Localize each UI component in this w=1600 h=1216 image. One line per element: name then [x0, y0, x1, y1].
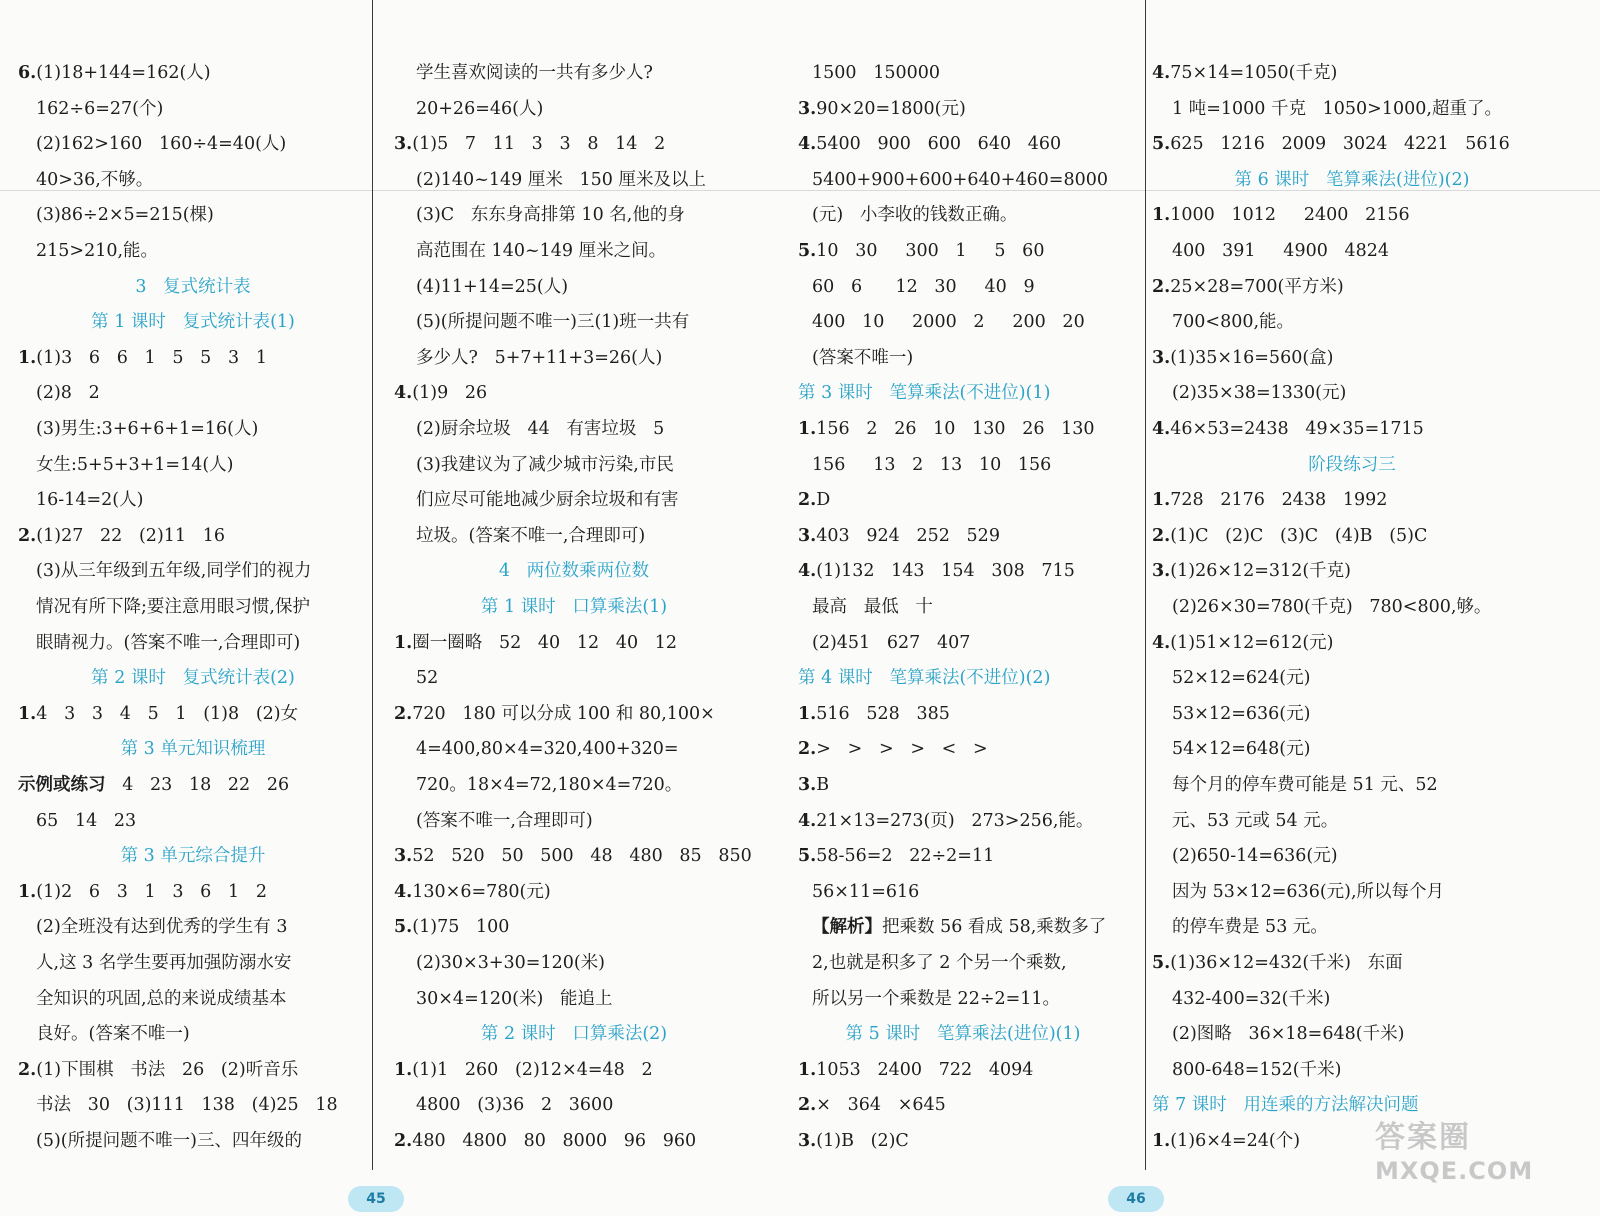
- watermark-url: MXQE.COM: [1375, 1157, 1534, 1185]
- answer-line: 2.(1)下围棋 书法 26 (2)听音乐: [18, 1059, 299, 1080]
- section-heading: 第 3 单元知识梳理: [120, 739, 266, 760]
- answer-line: 60 6 12 30 40 9: [812, 276, 1035, 297]
- section-heading: 第 1 课时 口算乘法(1): [480, 597, 668, 617]
- column-divider: [372, 0, 373, 1170]
- answer-line: 1.(1)3 6 6 1 5 5 3 1: [18, 347, 267, 368]
- column-divider: [1145, 0, 1146, 1170]
- answer-line: 52: [416, 668, 439, 689]
- section-heading: 第 1 课时 复式统计表(1): [91, 312, 295, 333]
- answer-line: 元、53 元或 54 元。: [1172, 810, 1339, 831]
- answer-column-4: [1152, 0, 1600, 1216]
- answer-line: 4.(1)9 26: [394, 383, 488, 404]
- answer-line: 4.5400 900 600 640 460: [798, 134, 1062, 155]
- answer-line: 5.625 1216 2009 3024 4221 5616: [1152, 134, 1510, 155]
- answer-line: 2.D: [798, 490, 831, 511]
- answer-line: 162÷6=27(个): [36, 98, 164, 119]
- answer-line: 400 391 4900 4824: [1172, 241, 1390, 261]
- answer-line: 的停车费是 53 元。: [1172, 917, 1328, 938]
- answer-line: 1.(1)6×4=24(个): [1152, 1131, 1301, 1151]
- answer-line: (3)86÷2×5=215(棵): [36, 205, 214, 226]
- answer-line: 每个月的停车费可能是 51 元、52: [1172, 775, 1438, 795]
- answer-line: 5.58-56=2 22÷2=11: [798, 846, 995, 867]
- answer-line: 所以另一个乘数是 22÷2=11。: [812, 988, 1061, 1009]
- answer-line: (5)(所提问题不唯一)三(1)班一共有: [416, 312, 690, 333]
- answer-line: 65 14 23: [36, 810, 137, 831]
- answer-line: 3.(1)26×12=312(千克): [1152, 561, 1351, 582]
- answer-line: 书法 30 (3)111 138 (4)25 18: [36, 1095, 338, 1116]
- answer-line: 3.B: [798, 775, 830, 795]
- answer-line: 2.(1)C (2)C (3)C (4)B (5)C: [1152, 525, 1428, 546]
- answer-line: (2)26×30=780(千克) 780<800,够。: [1172, 597, 1492, 617]
- answer-line: 432-400=32(千米): [1172, 988, 1331, 1009]
- answer-line: 156 13 2 13 10 156: [812, 454, 1052, 475]
- answer-line: 5.(1)75 100: [394, 917, 510, 938]
- answer-line: 4.46×53=2438 49×35=1715: [1152, 419, 1424, 439]
- answer-line: (5)(所提问题不唯一)三、四年级的: [36, 1131, 302, 1151]
- answer-line: 2.480 4800 80 8000 96 960: [394, 1131, 697, 1151]
- answer-line: 2.25×28=700(平方米): [1152, 276, 1344, 297]
- answer-line: 全知识的巩固,总的来说成绩基本: [36, 988, 287, 1009]
- answer-line: 2,也就是积多了 2 个另一个乘数,: [812, 953, 1067, 973]
- section-heading: 3 复式统计表: [135, 276, 251, 297]
- section-heading: 阶段练习三: [1308, 454, 1396, 475]
- answer-line: (4)11+14=25(人): [416, 276, 569, 297]
- answer-line: 54×12=648(元): [1172, 739, 1311, 760]
- answer-line: 多少人? 5+7+11+3=26(人): [416, 347, 663, 368]
- answer-line: (3)我建议为了减少城市污染,市民: [416, 454, 674, 475]
- answer-line: 眼睛视力。(答案不唯一,合理即可): [36, 632, 301, 653]
- answer-line: 3.(1)B (2)C: [798, 1131, 909, 1151]
- answer-line: 1.(1)2 6 3 1 3 6 1 2: [18, 881, 267, 902]
- answer-line: 2.720 180 可以分成 100 和 80,100×: [394, 703, 715, 724]
- answer-line: (2)图略 36×18=648(千米): [1172, 1024, 1405, 1045]
- answer-line: 2.(1)27 22 (2)11 16: [18, 525, 225, 546]
- answer-line: 1.728 2176 2438 1992: [1152, 490, 1388, 511]
- section-heading: 第 2 课时 复式统计表(2): [91, 668, 295, 689]
- answer-line: 最高 最低 十: [812, 597, 933, 617]
- section-heading: 第 5 课时 笔算乘法(进位)(1): [845, 1024, 1081, 1045]
- answer-line: 人,这 3 名学生要再加强防溺水安: [36, 953, 292, 973]
- answer-line: 20+26=46(人): [416, 98, 544, 119]
- answer-line: 们应尽可能地减少厨余垃圾和有害: [416, 490, 679, 511]
- answer-line: 1.(1)1 260 (2)12×4=48 2: [394, 1059, 653, 1080]
- answer-line: 30×4=120(米) 能追上: [416, 988, 613, 1009]
- section-heading: 4 两位数乘两位数: [498, 561, 650, 582]
- answer-line: 学生喜欢阅读的一共有多少人?: [416, 63, 653, 83]
- answer-line: 1.4 3 3 4 5 1 (1)8 (2)女: [18, 703, 299, 724]
- section-heading: 第 7 课时 用连乘的方法解决问题: [1152, 1095, 1419, 1116]
- answer-line: 5.(1)36×12=432(千米) 东面: [1152, 953, 1403, 973]
- answer-line: (2)8 2: [36, 383, 100, 404]
- section-heading: 第 2 课时 口算乘法(2): [480, 1024, 668, 1045]
- answer-line: (2)全班没有达到优秀的学生有 3: [36, 917, 288, 938]
- section-heading: 第 6 课时 笔算乘法(进位)(2): [1234, 169, 1470, 190]
- answer-line: 3.(1)35×16=560(盒): [1152, 347, 1334, 368]
- section-heading: 第 3 单元综合提升: [120, 846, 266, 867]
- answer-line: 1.516 528 385: [798, 703, 950, 724]
- answer-line: (2)162>160 160÷4=40(人): [36, 134, 287, 155]
- answer-line: 1.1000 1012 2400 2156: [1152, 205, 1410, 226]
- answer-line: 2.> > > > < >: [798, 739, 988, 760]
- answer-line: 女生:5+5+3+1=14(人): [36, 454, 234, 475]
- answer-line: 4.75×14=1050(千克): [1152, 63, 1338, 83]
- answer-line: 3.52 520 50 500 48 480 85 850: [394, 846, 752, 867]
- answer-line: 6.(1)18+144=162(人): [18, 63, 211, 83]
- watermark: [1375, 1120, 1570, 1190]
- answer-line: 5400+900+600+640+460=8000: [812, 169, 1108, 190]
- answer-line: (3)男生:3+6+6+1=16(人): [36, 419, 259, 439]
- answer-line: 215>210,能。: [36, 241, 159, 261]
- answer-line: 800-648=152(千米): [1172, 1059, 1342, 1080]
- answer-line: 4.130×6=780(元): [394, 881, 551, 902]
- answer-line: 1.圈一圈略 52 40 12 40 12: [394, 632, 678, 653]
- page-number-left: 45: [348, 1186, 404, 1212]
- answer-line: (2)140~149 厘米 150 厘米及以上: [416, 169, 706, 190]
- answer-line: 16-14=2(人): [36, 490, 144, 511]
- answer-line: 4.(1)51×12=612(元): [1152, 632, 1334, 653]
- answer-line: 因为 53×12=636(元),所以每个月: [1172, 881, 1445, 902]
- answer-line: (2)35×38=1330(元): [1172, 383, 1347, 404]
- answer-line: (2)650-14=636(元): [1172, 846, 1338, 867]
- answer-line: 3.403 924 252 529: [798, 525, 1000, 546]
- answer-line: (3)C 东东身高排第 10 名,他的身: [416, 205, 685, 226]
- answer-line: (2)30×3+30=120(米): [416, 953, 606, 973]
- answer-line: 1.156 2 26 10 130 26 130: [798, 419, 1095, 439]
- page-number-right: 46: [1108, 1186, 1164, 1212]
- answer-column-1: [0, 0, 380, 1216]
- answer-line: 52×12=624(元): [1172, 668, 1311, 689]
- answer-line: 高范围在 140~149 厘米之间。: [416, 241, 667, 261]
- answer-line: (元) 小李收的钱数正确。: [812, 205, 1018, 226]
- answer-line: (答案不唯一,合理即可): [416, 810, 593, 831]
- section-heading: 第 3 课时 笔算乘法(不进位)(1): [798, 383, 1051, 404]
- answer-line: 良好。(答案不唯一): [36, 1024, 190, 1045]
- answer-line: 40>36,不够。: [36, 169, 154, 190]
- answer-line: 3.90×20=1800(元): [798, 98, 966, 119]
- answer-line: 56×11=616: [812, 881, 920, 902]
- watermark-title: 答案圈: [1375, 1120, 1471, 1155]
- answer-line: 400 10 2000 2 200 20: [812, 312, 1085, 333]
- answer-line: 3.(1)5 7 11 3 3 8 14 2: [394, 134, 666, 155]
- answer-line: 示例或练习 4 23 18 22 26: [18, 775, 290, 795]
- answer-line: 720。18×4=72,180×4=720。: [416, 775, 683, 795]
- answer-line: (2)厨余垃圾 44 有害垃圾 5: [416, 419, 665, 439]
- answer-line: 700<800,能。: [1172, 312, 1295, 333]
- answer-line: (3)从三年级到五年级,同学们的视力: [36, 561, 312, 582]
- answer-line: 5.10 30 300 1 5 60: [798, 241, 1045, 261]
- answer-line: 4=400,80×4=320,400+320=: [416, 739, 679, 760]
- answer-column-2: [382, 0, 777, 1216]
- section-heading: 第 4 课时 笔算乘法(不进位)(2): [798, 668, 1051, 689]
- answer-line: 4.21×13=273(页) 273>256,能。: [798, 810, 1094, 831]
- answer-line: (2)451 627 407: [812, 632, 971, 653]
- answer-line: 情况有所下降;要注意用眼习惯,保护: [36, 597, 310, 617]
- answer-line: 1500 150000: [812, 63, 941, 83]
- answer-line: 53×12=636(元): [1172, 703, 1311, 724]
- answer-line: 1.1053 2400 722 4094: [798, 1059, 1034, 1080]
- answer-column-3: [790, 0, 1158, 1216]
- answer-line: 2.× 364 ×645: [798, 1095, 946, 1116]
- answer-line: 1 吨=1000 千克 1050>1000,超重了。: [1172, 98, 1502, 119]
- answer-line: (答案不唯一): [812, 347, 914, 368]
- answer-line: 4800 (3)36 2 3600: [416, 1095, 614, 1116]
- answer-line: 【解析】把乘数 56 看成 58,乘数多了: [812, 917, 1107, 938]
- answer-line: 4.(1)132 143 154 308 715: [798, 561, 1075, 582]
- answer-line: 垃圾。(答案不唯一,合理即可): [416, 525, 646, 546]
